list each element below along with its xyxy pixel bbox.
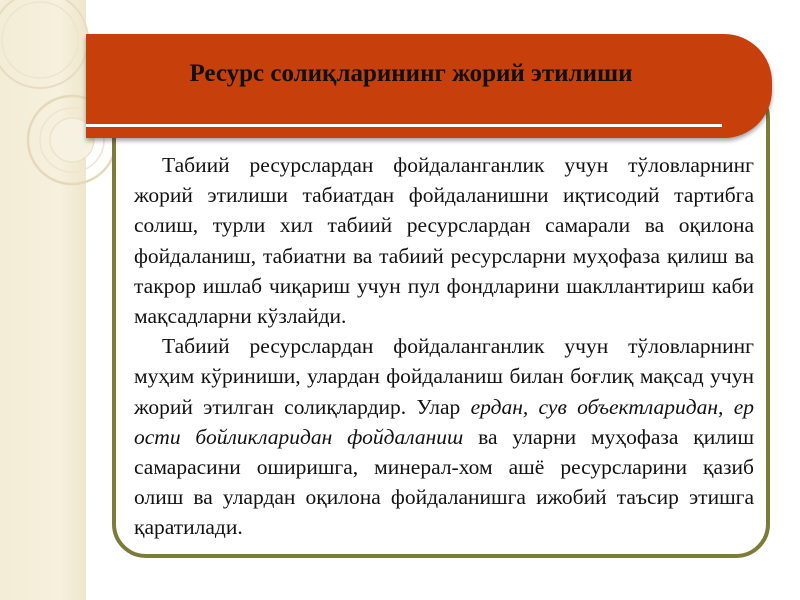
paragraph-2-start: Табиий ресурслардан фойдаланганлик учун тўловларнинг муҳим кўриниши, улардан фойдаланиш билан боғлиқ мақсад учун жорий этилган солиқлардир. Улар [134,334,754,419]
paragraph-2 [134,331,754,542]
paragraph-2-end: ва уларни муҳофаза қилиш самарасини оширишга, минерал-хом ашё ресурсларини қазиб олиш ва улардан оқилона фойдаланишга ижобий таъсир этишга қаратилади. [134,424,754,540]
slide-title: Ресурс солиқларининг жорий этилиши [189,60,633,87]
body-text [134,150,754,543]
paragraph-2-italic: ердан, сув объектларидан, ер ости бойликларидан фойдаланиш [134,394,754,449]
title-underline [86,124,722,127]
paragraph-1: Табиий ресурслардан фойдаланганлик учун тўловларнинг жорий этилиши табиатдан фойдаланишни иқтисодий тартибга солиш, турли хил табиий ресурслардан самарали ва оқилона фойдаланиш, табиатни ва табиий ресурсларни муҳофаза қилиш ва такрор ишлаб чиқариш учун пул фондларини шакллантириш каби мақсадларни кўзлайди. [134,153,754,329]
